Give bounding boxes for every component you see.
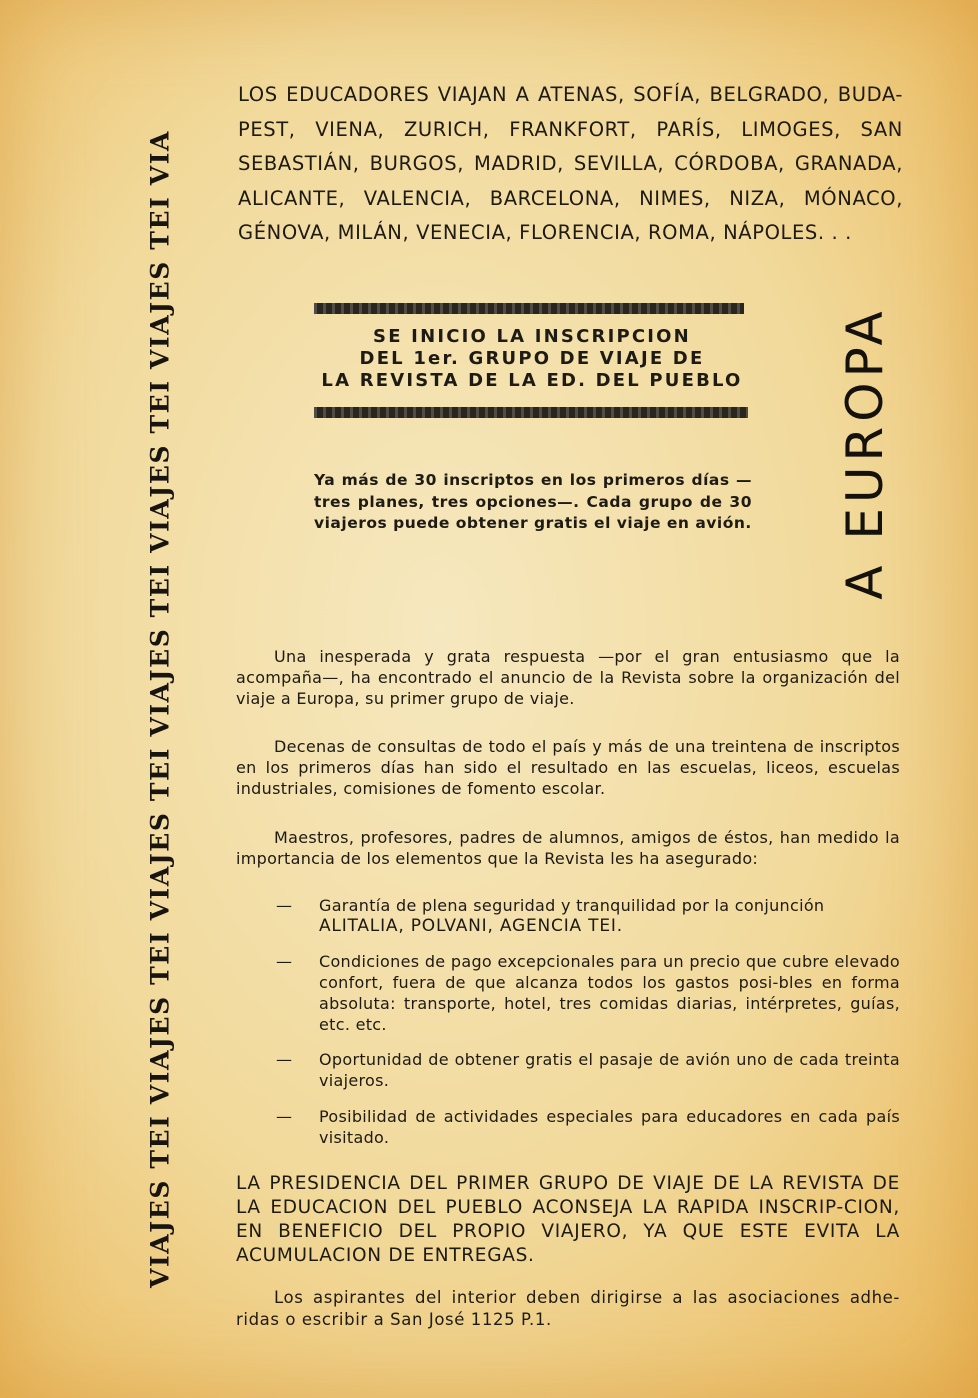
highlight-paragraph: Ya más de 30 inscriptos en los primeros días —tres planes, tres opciones—. Cada grupo de 30 viajeros puede obtener gratis el viaje en avión.	[314, 471, 752, 532]
announcement-line: SE INICIO LA INSCRIPCION	[373, 326, 691, 347]
decorative-band-top	[314, 303, 744, 314]
vertical-heading	[820, 290, 910, 616]
bullet-caps: ALITALIA, POLVANI, AGENCIA TEI.	[319, 916, 623, 936]
bullet-text: Condiciones de pago excepcionales para un precio que cubre elevado confort, fuera de que alcanza todos los gastos posi-bles en forma absoluta: transporte, hotel, tres comidas diarias, intérpretes, guías, etc. etc.	[319, 952, 900, 1034]
bullet-text: Garantía de plena seguridad y tranquilidad por la conjunción	[319, 896, 825, 915]
list-item	[276, 1106, 900, 1148]
announcement-heading	[300, 326, 764, 392]
closing-paragraph: Los aspirantes del interior deben dirigirse a las asociaciones adhe-ridas o escribir a San José 1125 P.1.	[236, 1288, 900, 1329]
bullet-dash: —	[276, 896, 292, 915]
vertical-heading-text: A EUROPA	[836, 306, 894, 600]
body-paragraph: Una inesperada y grata respuesta —por el gran entusiasmo que la acompaña—, ha encontrado el anuncio de la Revista sobre la organización del viaje a Europa, su primer grupo de viaje.	[236, 647, 900, 708]
side-banner-text: VIAJES TEI VIAJES TEI VIAJES TEI VIAJES TEI VIAJES TEI VIAJES TEI VIA	[145, 129, 175, 1289]
side-banner	[136, 84, 184, 1334]
list-item	[276, 895, 900, 937]
bullet-text: Posibilidad de actividades especiales para educadores en cada país visitado.	[319, 1107, 900, 1147]
announcement-line: DEL 1er. GRUPO DE VIAJE DE	[359, 348, 705, 369]
decorative-band-bottom	[314, 407, 748, 418]
bullet-text: Oportunidad de obtener gratis el pasaje de avión uno de cada treinta viajeros.	[319, 1050, 900, 1090]
list-item	[276, 1049, 900, 1091]
advice-paragraph: LA PRESIDENCIA DEL PRIMER GRUPO DE VIAJE DE LA REVISTA DE LA EDUCACION DEL PUEBLO ACONSEJA LA RAPIDA INSCRIP-CION, EN BENEFICIO DEL PROPIO VIAJERO, YA QUE ESTE EVITA LA ACUMULACION DE ENTREGAS.	[236, 1173, 900, 1266]
destinations-list: LOS EDUCADORES VIAJAN A ATENAS, SOFÍA, BELGRADO, BUDA-PEST, VIENA, ZURICH, FRANKFORT, PARÍS, LIMOGES, SAN SEBASTIÁN, BURGOS, MADRID, SEVILLA, CÓRDOBA, GRANADA, ALICANTE, VALENCIA, BARCELONA, NIMES, NIZA, MÓNACO, GÉNOVA, MILÁN, VENECIA, FLORENCIA, ROMA, NÁPOLES. . .	[238, 83, 903, 244]
body-paragraph: Maestros, profesores, padres de alumnos, amigos de éstos, han medido la importancia de los elementos que la Revista les ha asegurado:	[236, 828, 900, 868]
list-item	[276, 951, 900, 1035]
body-paragraph: Decenas de consultas de todo el país y más de una treintena de inscriptos en los primeros días han sido el resultado en las escuelas, liceos, escuelas industriales, comisiones de fomento escolar.	[236, 737, 900, 798]
bullet-dash: —	[276, 1050, 292, 1069]
announcement-line: LA REVISTA DE LA ED. DEL PUEBLO	[321, 370, 743, 391]
bullet-dash: —	[276, 1107, 292, 1126]
bullet-dash: —	[276, 952, 292, 971]
